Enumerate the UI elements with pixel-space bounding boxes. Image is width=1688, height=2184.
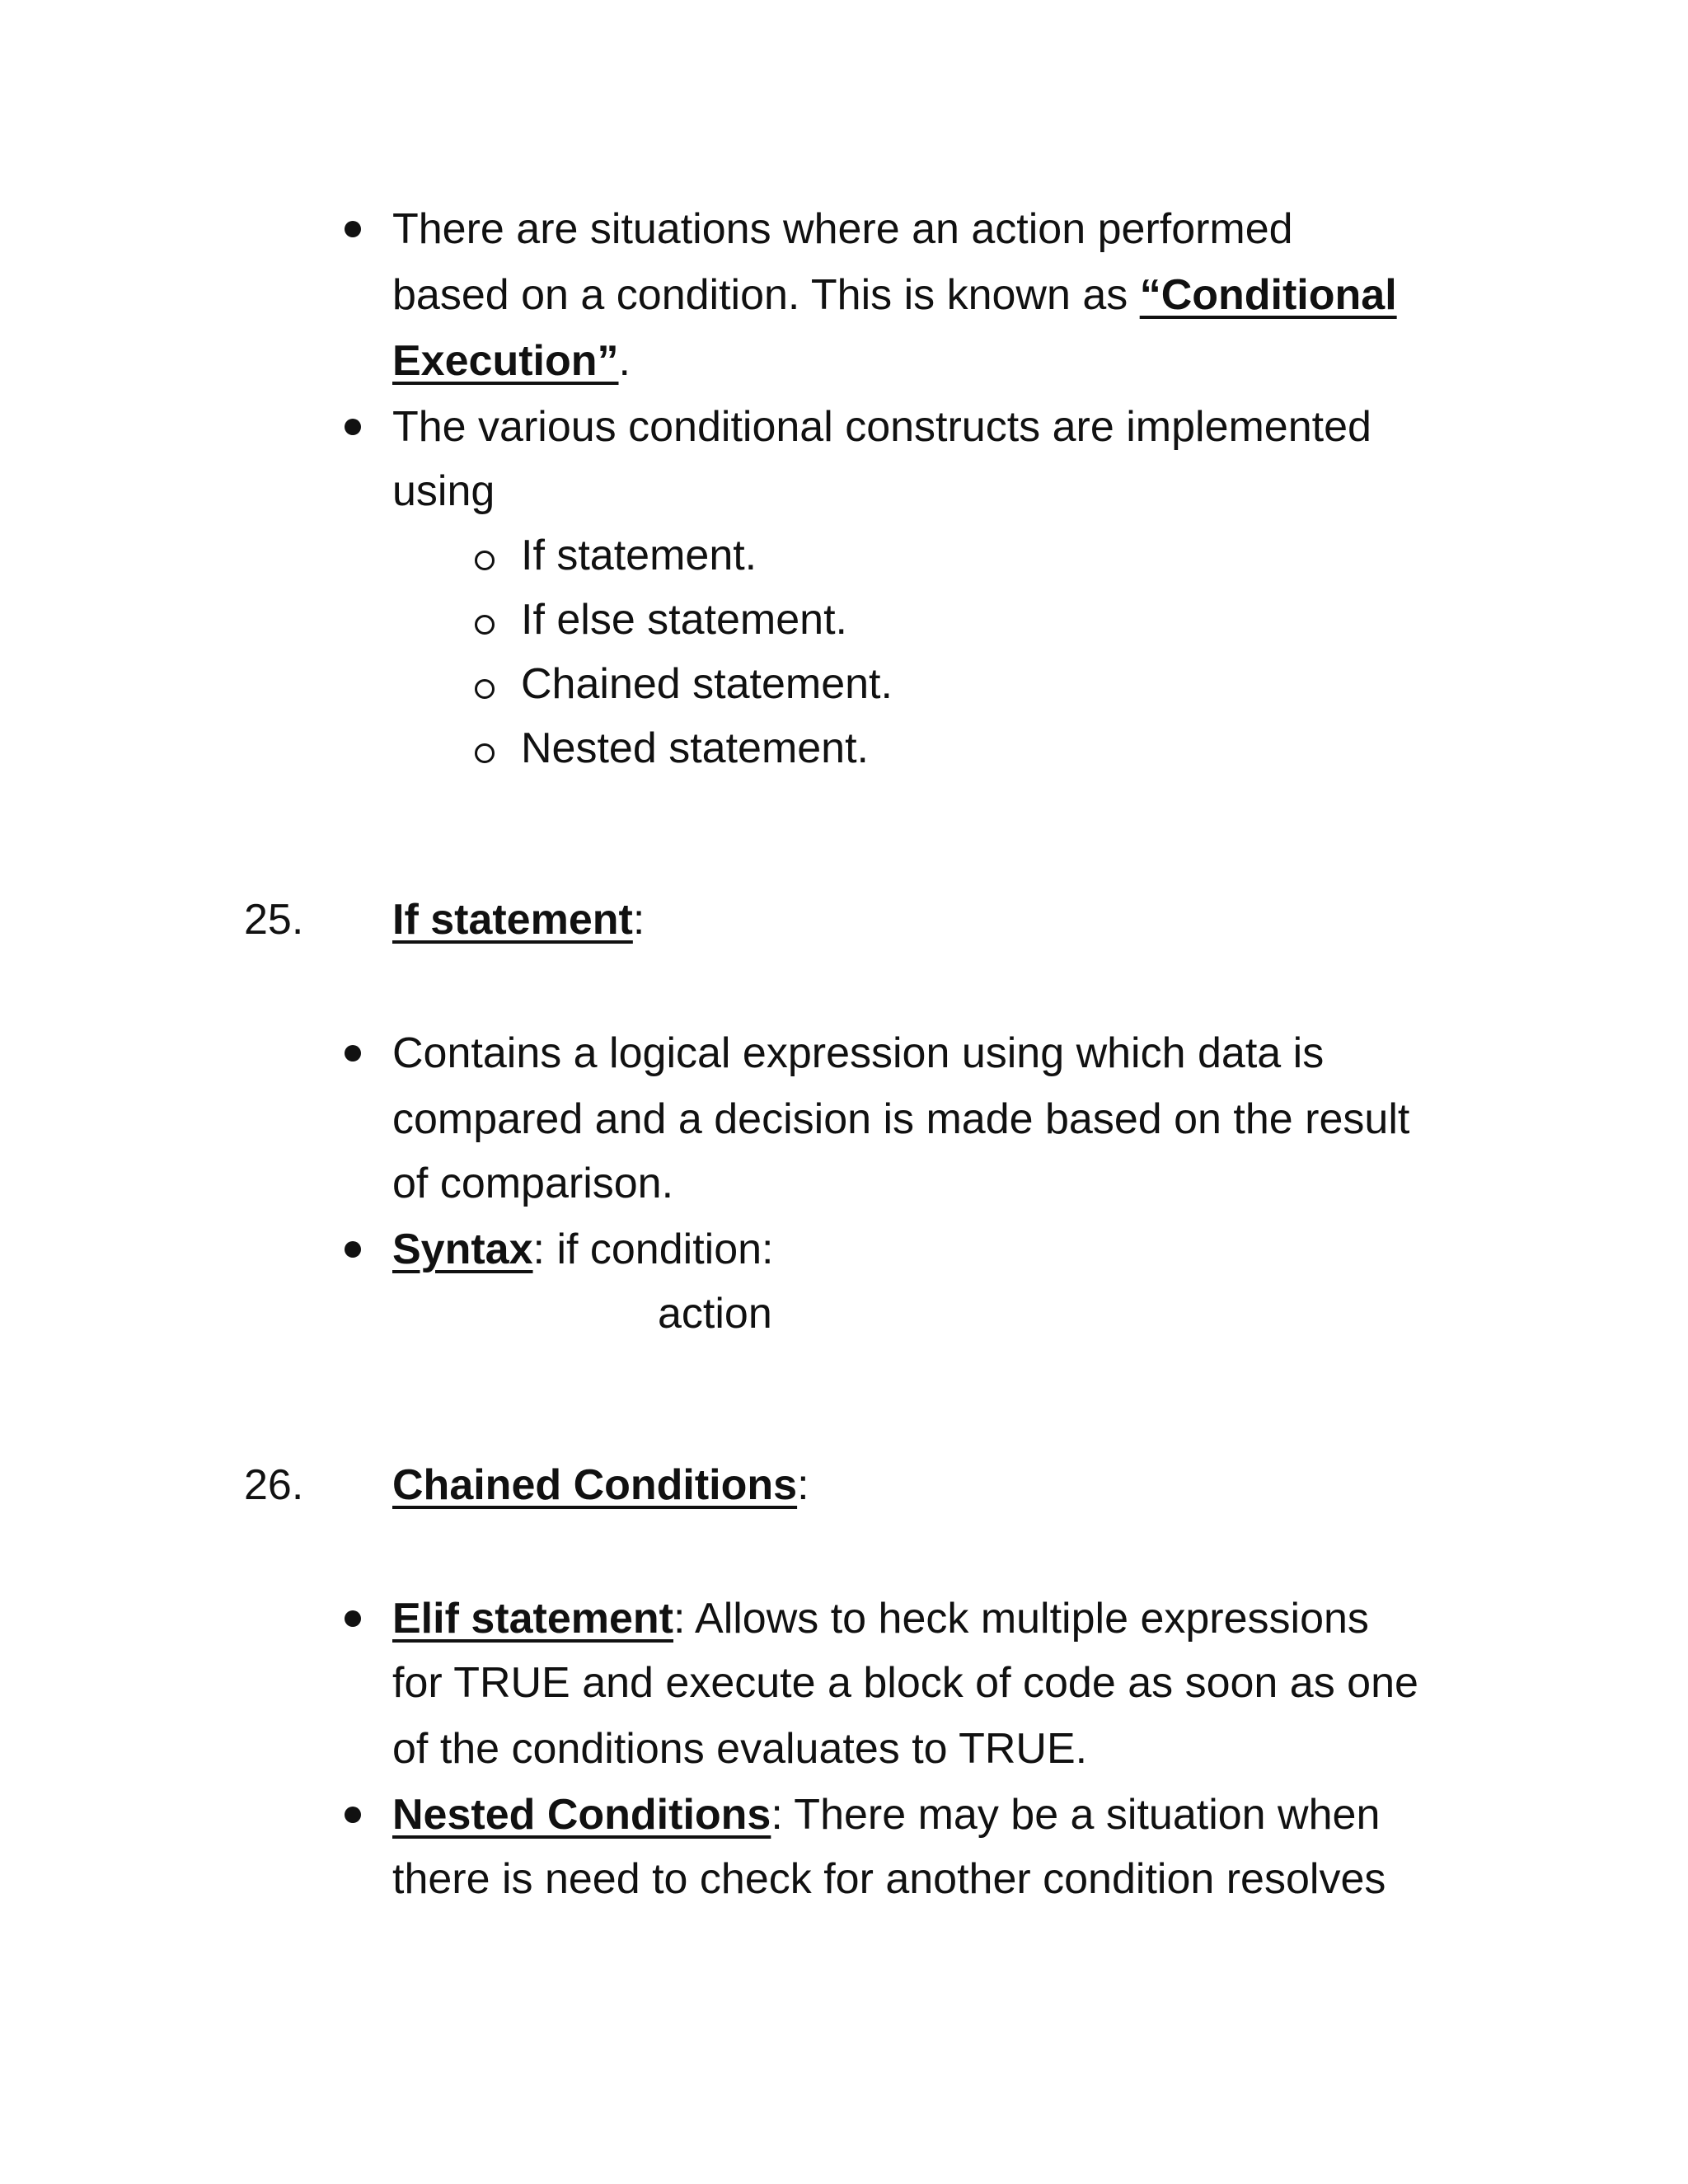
text: : There may be a situation when: [771, 1791, 1381, 1839]
nested-label: Nested Conditions: [392, 1791, 771, 1839]
elif-line3: [392, 1716, 1087, 1782]
section-number: 25.: [244, 896, 304, 944]
sub-item: [521, 715, 869, 781]
circle-bullet-icon: [475, 679, 495, 699]
intro-bullet2-line1: [392, 394, 1372, 460]
text: : Allows to heck multiple expressions: [673, 1595, 1369, 1643]
conditional-execution-term-part1: “Conditional: [1139, 271, 1397, 319]
bullet-icon: [345, 1241, 361, 1258]
sub-item: [521, 523, 757, 588]
text: of the conditions evaluates to TRUE.: [392, 1725, 1088, 1773]
sub-item-text: If else statement.: [521, 596, 847, 644]
conditional-execution-term-part2: Execution”: [392, 337, 619, 385]
intro-bullet1-line1: [392, 196, 1293, 262]
syntax-line2: [658, 1281, 772, 1347]
text: :: [532, 1226, 557, 1273]
syntax-label: Syntax: [392, 1226, 533, 1273]
sub-item: [521, 651, 893, 717]
bullet-icon: [345, 221, 361, 237]
elif-label: Elif statement: [392, 1595, 673, 1643]
sub-item-text: Chained statement.: [521, 660, 893, 708]
bullet-icon: [345, 1807, 361, 1823]
bullet-icon: [345, 419, 361, 435]
intro-bullet2-line2: [392, 458, 495, 524]
text: .: [618, 337, 631, 385]
syntax-code: if condition:: [556, 1226, 774, 1273]
bullet-icon: [345, 1610, 361, 1627]
text: There are situations where an action performed: [392, 205, 1293, 253]
text: using: [392, 467, 495, 515]
text: of comparison.: [392, 1160, 674, 1207]
text: :: [797, 1461, 809, 1509]
syntax-line1: [392, 1216, 773, 1282]
circle-bullet-icon: [475, 551, 495, 570]
sub-item: [521, 587, 847, 653]
text: there is need to check for another condition resolves: [392, 1855, 1386, 1903]
syntax-code: action: [658, 1290, 772, 1338]
bullet-icon: [345, 1045, 361, 1062]
elif-line2: [392, 1650, 1418, 1716]
elif-line1: [392, 1586, 1369, 1652]
text: :: [632, 896, 645, 944]
intro-bullet1-line3: [392, 328, 631, 394]
intro-bullet1-line2: [392, 262, 1397, 328]
nested-line1: [392, 1782, 1380, 1848]
text: based on a condition. This is known as: [392, 271, 1140, 319]
circle-bullet-icon: [475, 615, 495, 635]
s25-bullet1-line3: [392, 1151, 673, 1216]
text: Contains a logical expression using which data is: [392, 1029, 1325, 1077]
sub-item-text: Nested statement.: [521, 724, 869, 772]
section-heading: [392, 1452, 809, 1518]
section-number: 26.: [244, 1461, 304, 1509]
circle-bullet-icon: [475, 743, 495, 763]
text: for TRUE and execute a block of code as soon as one: [392, 1659, 1418, 1707]
sub-item-text: If statement.: [521, 532, 757, 579]
heading-text: If statement: [392, 896, 633, 944]
nested-line2: [392, 1846, 1386, 1912]
heading-text: Chained Conditions: [392, 1461, 798, 1509]
text: The various conditional constructs are implemented: [392, 403, 1372, 451]
text: compared and a decision is made based on the result: [392, 1095, 1410, 1143]
s25-bullet1-line2: [392, 1086, 1409, 1152]
s25-bullet1-line1: [392, 1020, 1324, 1086]
section-heading: [392, 887, 645, 953]
